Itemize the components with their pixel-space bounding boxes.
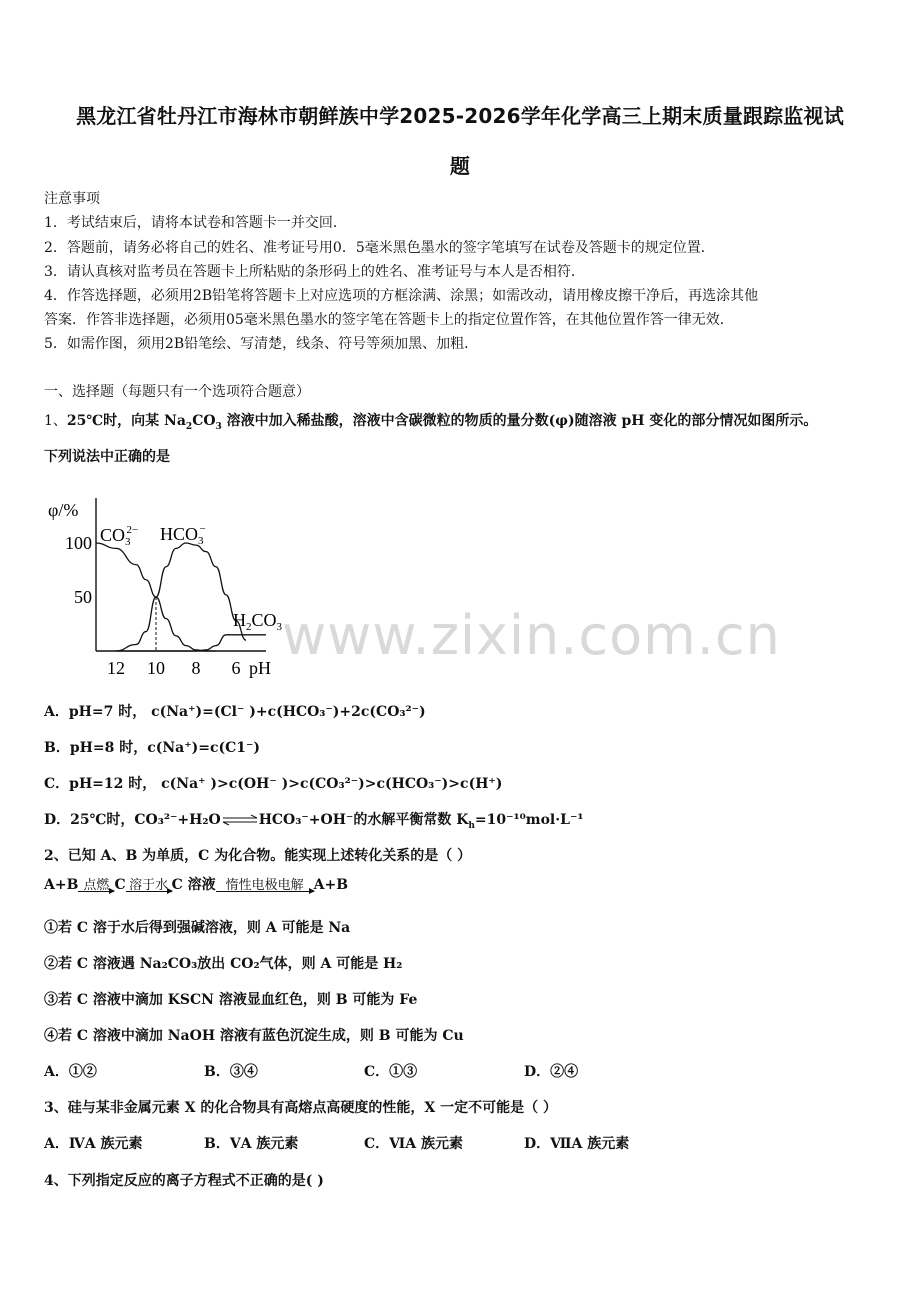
option-label: A． bbox=[44, 704, 69, 720]
q2-option-b[interactable]: B．③④ bbox=[204, 1064, 258, 1080]
q3-option-a[interactable]: A．ⅣA 族元素 bbox=[44, 1136, 143, 1152]
arrow-label: 惰性电极电解 bbox=[225, 878, 304, 893]
q3-stem: 3、硅与某非金属元素 X 的化合物具有高熔点高硬度的性能，X 一定不可能是（ ） bbox=[44, 1100, 557, 1116]
x-tick-label: 8 bbox=[191, 658, 201, 678]
reaction-arrow-icon bbox=[78, 879, 114, 892]
x-axis-label: pH bbox=[249, 658, 271, 678]
option-text: 25℃时，CO₃²⁻+H₂O bbox=[70, 812, 221, 828]
option-text: pH=7 时， c(Na⁺)=(Cl⁻ )+c(HCO₃⁻)+2c(CO₃²⁻) bbox=[68, 704, 426, 720]
q2-statement-2: ②若 C 溶液遇 Na₂CO₃放出 CO₂气体，则 A 可能是 H₂ bbox=[44, 956, 403, 972]
q3-option-b[interactable]: B．ⅤA 族元素 bbox=[204, 1136, 299, 1152]
q1-option-d[interactable] bbox=[44, 809, 583, 829]
scheme-c: C bbox=[114, 877, 126, 893]
q1-sub: 2 bbox=[185, 421, 193, 432]
q2-option-d[interactable]: D．②④ bbox=[524, 1064, 579, 1080]
q1-stem-part: 25℃时，向某 Na bbox=[66, 413, 186, 429]
q1-number: 1、 bbox=[44, 413, 67, 429]
scheme-end: A+B bbox=[313, 877, 349, 893]
notice-item-2: 2．答题前，请务必将自己的姓名、准考证号用0．5毫米黑色墨水的签字笔填写在试卷及答题卡的规定位置． bbox=[44, 240, 715, 256]
x-tick-label: 6 bbox=[231, 658, 241, 678]
option-label: D． bbox=[44, 812, 71, 828]
y-tick-label: 50 bbox=[74, 587, 92, 607]
option-label: B． bbox=[44, 740, 70, 756]
q1-option-a[interactable] bbox=[44, 701, 426, 721]
q2-option-a[interactable]: A．①② bbox=[44, 1064, 97, 1080]
q4-stem: 4、下列指定反应的离子方程式不正确的是( ) bbox=[44, 1173, 324, 1189]
option-text: HCO₃⁻+OH⁻的水解平衡常数 K bbox=[258, 812, 469, 828]
q2-option-c[interactable]: C．①③ bbox=[364, 1064, 418, 1080]
notice-item-3: 3．请认真核对监考员在答题卡上所粘贴的条形码上的姓名、准考证号与本人是否相符． bbox=[44, 264, 585, 280]
option-text: =10⁻¹⁰mol·L⁻¹ bbox=[474, 812, 584, 828]
option-text: pH=12 时， c(Na⁺ )>c(OH⁻ )>c(CO₃²⁻)>c(HCO₃⁻)>c(H⁺) bbox=[69, 776, 503, 792]
q2-stem: 2、已知 A、B 为单质，C 为化合物。能实现上述转化关系的是（ ） bbox=[44, 848, 472, 864]
y-tick-label: 100 bbox=[65, 533, 92, 553]
series-label-co3: $CO_32-$ bbox=[100, 524, 139, 548]
q3-option-d[interactable]: D．ⅦA 族元素 bbox=[524, 1136, 630, 1152]
series-label-h2co3: $H_2CO_3$ bbox=[233, 610, 283, 633]
scheme-start: A+B bbox=[44, 877, 79, 893]
document-title-line1: 黑龙江省牡丹江市海林市朝鲜族中学2025-2026学年化学高三上期末质量跟踪监视试 bbox=[76, 104, 844, 128]
q1-stem-part: 溶液中加入稀盐酸，溶液中含碳微粒的物质的量分数(φ)随溶液 pH 变化的部分情况如图所示。 bbox=[221, 413, 818, 429]
q2-statement-3: ③若 C 溶液中滴加 KSCN 溶液显血红色，则 B 可能为 Fe bbox=[44, 992, 418, 1008]
document-title-line2: 题 bbox=[449, 154, 471, 178]
watermark: www.zixin.com.cn bbox=[282, 604, 781, 667]
q3-option-c[interactable]: C．ⅥA 族元素 bbox=[364, 1136, 463, 1152]
phi-ph-chart bbox=[40, 488, 290, 683]
x-tick-label: 12 bbox=[107, 658, 125, 678]
notice-item-5: 5．如需作图，须用2B铅笔绘、写清楚，线条、符号等须加黑、加粗． bbox=[44, 336, 479, 352]
notice-item-4: 4．作答选择题，必须用2B铅笔将答题卡上对应选项的方框涂满、涂黑；如需改动，请用橡皮擦干净后，再选涂其他 bbox=[44, 288, 759, 304]
q1-option-b[interactable] bbox=[44, 737, 260, 757]
q1-stem bbox=[44, 410, 817, 430]
q1-option-c[interactable] bbox=[44, 773, 502, 793]
q2-statement-4: ④若 C 溶液中滴加 NaOH 溶液有蓝色沉淀生成，则 B 可能为 Cu bbox=[44, 1028, 464, 1044]
reaction-arrow-icon bbox=[126, 879, 172, 892]
equilibrium-arrow-icon bbox=[222, 814, 258, 826]
option-text: pH=8 时，c(Na⁺)=c(C1⁻) bbox=[69, 740, 261, 756]
q1-stem-part: CO bbox=[192, 413, 216, 429]
series-label-hco3: $HCO_3-$ bbox=[160, 523, 206, 547]
x-tick-label: 10 bbox=[147, 658, 165, 678]
q2-statement-1: ①若 C 溶于水后得到强碱溶液，则 A 可能是 Na bbox=[44, 920, 351, 936]
notice-heading: 注意事项 bbox=[44, 191, 100, 207]
y-axis-label: φ/% bbox=[48, 500, 79, 520]
option-label: C． bbox=[44, 776, 70, 792]
q2-scheme bbox=[44, 874, 348, 894]
arrow-label: 点燃 bbox=[83, 878, 110, 893]
option-sub: h bbox=[468, 820, 475, 831]
scheme-c-solution: C 溶液 bbox=[171, 877, 216, 893]
notice-item-1: 1．考试结束后，请将本试卷和答题卡一并交回． bbox=[44, 215, 347, 231]
reaction-arrow-icon bbox=[216, 879, 314, 892]
q1-stem-line2: 下列说法中正确的是 bbox=[44, 449, 170, 465]
arrow-label: 溶于水 bbox=[129, 878, 169, 893]
section-heading: 一、选择题（每题只有一个选项符合题意） bbox=[44, 384, 310, 400]
notice-item-4-cont: 答案．作答非选择题，必须用05毫米黑色墨水的签字笔在答题卡上的指定位置作答，在其他位置作答一律无效． bbox=[44, 312, 734, 328]
q1-sub: 3 bbox=[215, 421, 222, 432]
